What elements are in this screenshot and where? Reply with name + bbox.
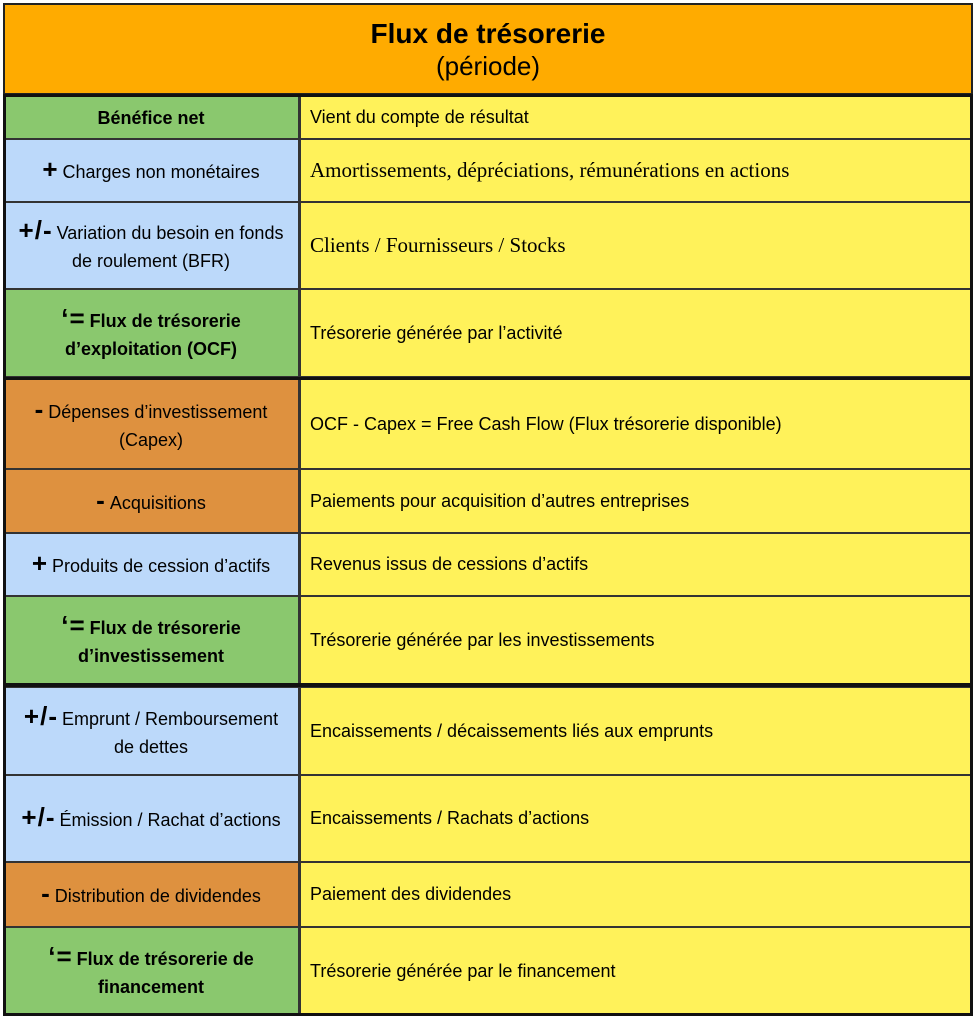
table-row-financing-cash-flow (3, 927, 973, 1015)
table-row-operating-cash-flow (3, 289, 973, 377)
row-description: Paiement des dividendes (300, 862, 973, 927)
row-description: Trésorerie générée par les investissements (300, 596, 973, 685)
plus-minus-sign: +/- (23, 700, 58, 731)
row-description: Paiements pour acquisition d’autres entreprises (300, 469, 973, 533)
table-header (3, 3, 973, 95)
row-label: Produits de cession d’actifs (52, 556, 271, 576)
table-title: Flux de trésorerie (370, 18, 606, 49)
row-label-cell (3, 289, 300, 377)
row-description: Clients / Fournisseurs / Stocks (300, 202, 973, 289)
row-label-cell (3, 96, 300, 139)
row-label-cell (3, 596, 300, 685)
row-label-cell (3, 927, 300, 1015)
row-label: Distribution de dividendes (54, 886, 261, 906)
row-label-cell (3, 379, 300, 469)
row-label: Émission / Rachat d’actions (59, 810, 281, 830)
row-description: Encaissements / Rachats d’actions (300, 775, 973, 862)
table-row-investing-cash-flow (3, 596, 973, 685)
row-label: Dépenses d’investissement (Capex) (48, 401, 268, 450)
cash-flow-table (3, 0, 973, 1016)
minus-sign: - (34, 393, 45, 424)
row-description: Revenus issus de cessions d’actifs (300, 533, 973, 596)
row-label-cell (3, 139, 300, 202)
row-label: Acquisitions (109, 492, 206, 513)
table-row-working-capital (3, 202, 973, 289)
row-label-cell (3, 533, 300, 596)
row-description: Vient du compte de résultat (300, 96, 973, 139)
equals-sign: ‘= (48, 940, 73, 971)
plus-minus-sign: +/- (18, 215, 53, 245)
table-row-debt (3, 687, 973, 775)
row-description: Trésorerie générée par le financement (300, 927, 973, 1015)
row-label-cell (3, 687, 300, 775)
minus-sign: - (96, 484, 106, 515)
plus-minus-sign: +/- (21, 802, 56, 832)
row-label-cell (3, 202, 300, 289)
minus-sign: - (41, 878, 51, 908)
row-label: Bénéfice net (97, 107, 205, 128)
row-description: Amortissements, dépréciations, rémunérations en actions (300, 139, 973, 202)
table-row-dividends (3, 862, 973, 927)
table-row-acquisitions (3, 469, 973, 533)
row-label-cell (3, 862, 300, 927)
table-row-asset-sales (3, 533, 973, 596)
table-row-net-income (3, 96, 973, 139)
table-row-shares (3, 775, 973, 862)
plus-sign: + (31, 548, 49, 578)
equals-sign: ‘= (61, 610, 86, 640)
plus-sign: + (42, 154, 59, 184)
row-description: OCF - Capex = Free Cash Flow (Flux trésorerie disponible) (300, 379, 973, 469)
row-label-cell (3, 775, 300, 862)
table-row-non-cash-charges (3, 139, 973, 202)
row-label: Flux de trésorerie de financement (76, 948, 254, 997)
equals-sign: ‘= (61, 302, 86, 333)
row-label: Variation du besoin en fonds de roulement (BFR) (56, 223, 284, 271)
row-label: Flux de trésorerie d’exploitation (OCF) (65, 310, 241, 359)
row-label: Charges non monétaires (62, 162, 260, 182)
table-subtitle: (période) (435, 51, 541, 81)
row-description: Trésorerie générée par l’activité (300, 289, 973, 377)
row-label: Flux de trésorerie d’investissement (77, 618, 241, 666)
table-row-capex (3, 379, 973, 469)
row-label: Emprunt / Remboursement de dettes (61, 708, 279, 757)
row-description: Encaissements / décaissements liés aux emprunts (300, 687, 973, 775)
row-label-cell (3, 469, 300, 533)
